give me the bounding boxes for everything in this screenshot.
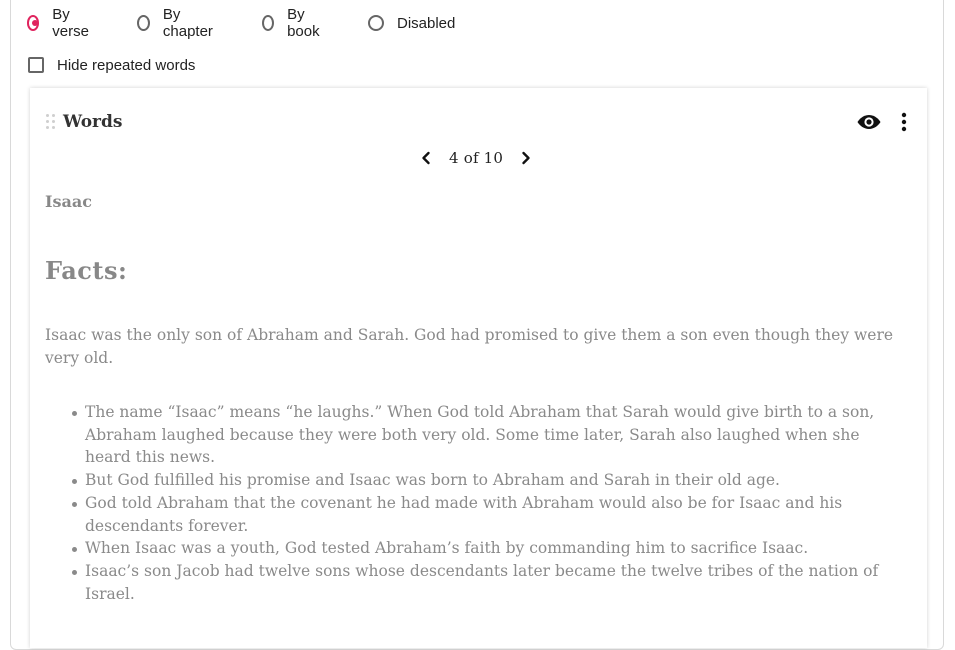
toggle-visibility-button[interactable] (856, 110, 882, 134)
more-options-button[interactable] (896, 110, 912, 134)
word-intro: Isaac was the only son of Abraham and Sarah. God had promised to give them a son even though they were very old. (45, 326, 894, 367)
radio-by-book[interactable] (262, 6, 324, 40)
hide-repeated-words-option[interactable] (28, 52, 195, 78)
facts-heading: Facts: (45, 256, 128, 285)
radio-by-verse[interactable] (27, 6, 93, 40)
radio-label: By book (287, 6, 320, 40)
radio-by-chapter[interactable] (137, 6, 216, 40)
radio-disabled[interactable] (368, 10, 455, 36)
radio-label: By verse (52, 6, 89, 40)
pagination (415, 146, 537, 170)
page-indicator: 4 of 10 (449, 149, 504, 167)
hide-repeated-label: Hide repeated words (57, 56, 196, 74)
chevron-right-icon (520, 151, 532, 165)
list-item: God told Abraham that the covenant he had made with Abraham would also be for Isaac and his descendants forever. (85, 492, 895, 537)
list-item: But God fulfilled his promise and Isaac was born to Abraham and Sarah in their old age. (85, 469, 895, 492)
words-card (30, 88, 927, 648)
radio-label: By chapter (162, 6, 213, 40)
radio-label: Disabled (397, 14, 456, 32)
list-item: When Isaac was a youth, God tested Abraham’s faith by commanding him to sacrifice Isaac. (85, 537, 895, 560)
radio-button[interactable] (137, 15, 150, 31)
radio-button-selected[interactable] (27, 15, 39, 31)
word-term: Isaac (45, 192, 92, 211)
radio-button[interactable] (262, 15, 274, 31)
hide-repeated-checkbox[interactable] (28, 57, 44, 73)
previous-button[interactable] (415, 146, 437, 170)
radio-button[interactable] (368, 15, 384, 31)
chevron-left-icon (420, 151, 432, 165)
card-title: Words (63, 112, 123, 132)
facts-list (45, 401, 895, 605)
drag-handle-icon[interactable] (46, 114, 58, 130)
eye-icon (856, 110, 882, 134)
more-vert-icon (896, 110, 912, 134)
next-button[interactable] (515, 146, 537, 170)
list-item: The name “Isaac” means “he laughs.” When God told Abraham that Sarah would give birth to a son, Abraham laughed because they were both very old. Some time later, Sarah also laughed when she heard this news. (85, 401, 895, 469)
list-item: Isaac’s son Jacob had twelve sons whose descendants later became the twelve tribes of the nation of Israel. (85, 560, 895, 605)
